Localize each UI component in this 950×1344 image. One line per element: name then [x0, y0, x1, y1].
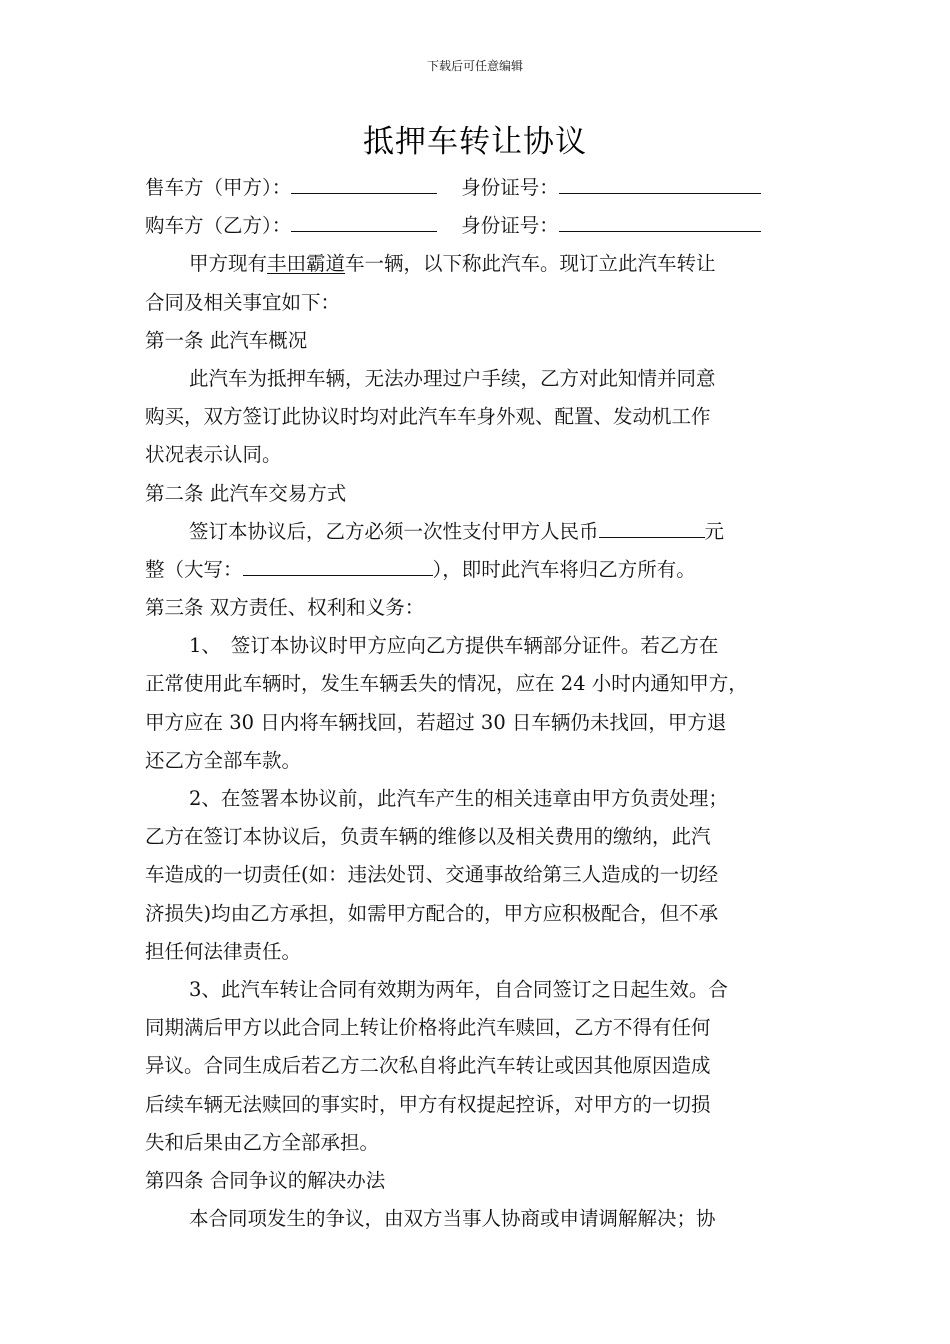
article4-line-1: 本合同项发生的争议，由双方当事人协商或申请调解解决；协: [189, 1207, 716, 1231]
article1-heading: 第一条 此汽车概况: [145, 328, 308, 352]
amount-blank[interactable]: [599, 513, 705, 538]
article1-line: 购买，双方签订此协议时均对此汽车车身外观、配置、发动机工作: [145, 405, 711, 429]
seller-id-label: 身份证号：: [461, 176, 559, 199]
article3-item2-line: 乙方在签订本协议后，负责车辆的维修以及相关费用的缴纳，此汽: [145, 825, 711, 849]
article3-item1-line: 1、 签订本协议时甲方应向乙方提供车辆部分证件。若乙方在: [189, 634, 719, 658]
article3-item3-line: 同期满后甲方以此合同上转让价格将此汽车赎回，乙方不得有任何: [145, 1016, 711, 1040]
article3-item1-line: 甲方应在 30 日内将车辆找回，若超过 30 日车辆仍未找回，甲方退: [145, 710, 727, 734]
article2-line-2: 整（大写： ），即时此汽车将归乙方所有。: [145, 551, 810, 589]
seller-name-blank[interactable]: [291, 169, 437, 194]
document-body: [145, 169, 810, 1238]
article3-item2-line: 济损失)均由乙方承担，如需甲方配合的，甲方应积极配合，但不承: [145, 901, 719, 925]
article3-item1-line: 还乙方全部车款。: [145, 748, 302, 772]
article1-line: 此汽车为抵押车辆，无法办理过户手续，乙方对此知情并同意: [189, 366, 716, 390]
car-model: 丰田霸道: [267, 252, 346, 276]
article3-item3-line: 异议。合同生成后若乙方二次私自将此汽车转让或因其他原因造成: [145, 1054, 711, 1078]
article3-item3-line: 后续车辆无法赎回的事实时，甲方有权提起控诉，对甲方的一切损: [145, 1092, 711, 1116]
article4-heading: 第四条 合同争议的解决办法: [145, 1168, 386, 1192]
buyer-name-blank[interactable]: [291, 207, 437, 232]
article3-item1-line: 正常使用此车辆时，发生车辆丢失的情况，应在 24 小时内通知甲方，: [145, 672, 748, 696]
article3-item2-line: 担任何法律责任。: [145, 939, 302, 963]
buyer-id-label: 身份证号：: [461, 214, 559, 238]
article3-heading: 第三条 双方责任、权利和义务：: [145, 596, 425, 620]
amount-words-blank[interactable]: [243, 551, 433, 576]
article3-item2-line: 2、在签署本协议前，此汽车产生的相关违章由甲方负责处理；: [189, 787, 728, 810]
article3-item3-line: 3、此汽车转让合同有效期为两年，自合同签订之日起生效。合: [189, 977, 728, 1001]
intro-line-1: 甲方现有丰田霸道车一辆，以下称此汽车。现订立此汽车转让: [189, 252, 716, 276]
document-title: 抵押车转让协议: [363, 124, 587, 160]
buyer-row: [145, 207, 810, 245]
article3-item2-line: 车造成的一切责任(如：违法处罚、交通事故给第三人造成的一切经: [145, 863, 719, 887]
header-note: 下载后可任意编辑: [426, 59, 523, 73]
article2-heading: 第二条 此汽车交易方式: [145, 481, 347, 505]
intro-line-2: 合同及相关事宜如下：: [145, 290, 341, 314]
seller-id-blank[interactable]: [559, 169, 761, 194]
article1-line: 状况表示认同。: [145, 443, 282, 467]
article2-line-1: 签订本协议后，乙方必须一次性支付甲方人民币 元: [145, 513, 810, 551]
article3-item3-line: 失和后果由乙方全部承担。: [145, 1130, 380, 1154]
seller-label: 售车方（甲方）：: [145, 176, 292, 199]
buyer-id-blank[interactable]: [559, 207, 761, 232]
seller-row: [145, 169, 810, 207]
buyer-label: 购车方（乙方）：: [145, 214, 292, 238]
